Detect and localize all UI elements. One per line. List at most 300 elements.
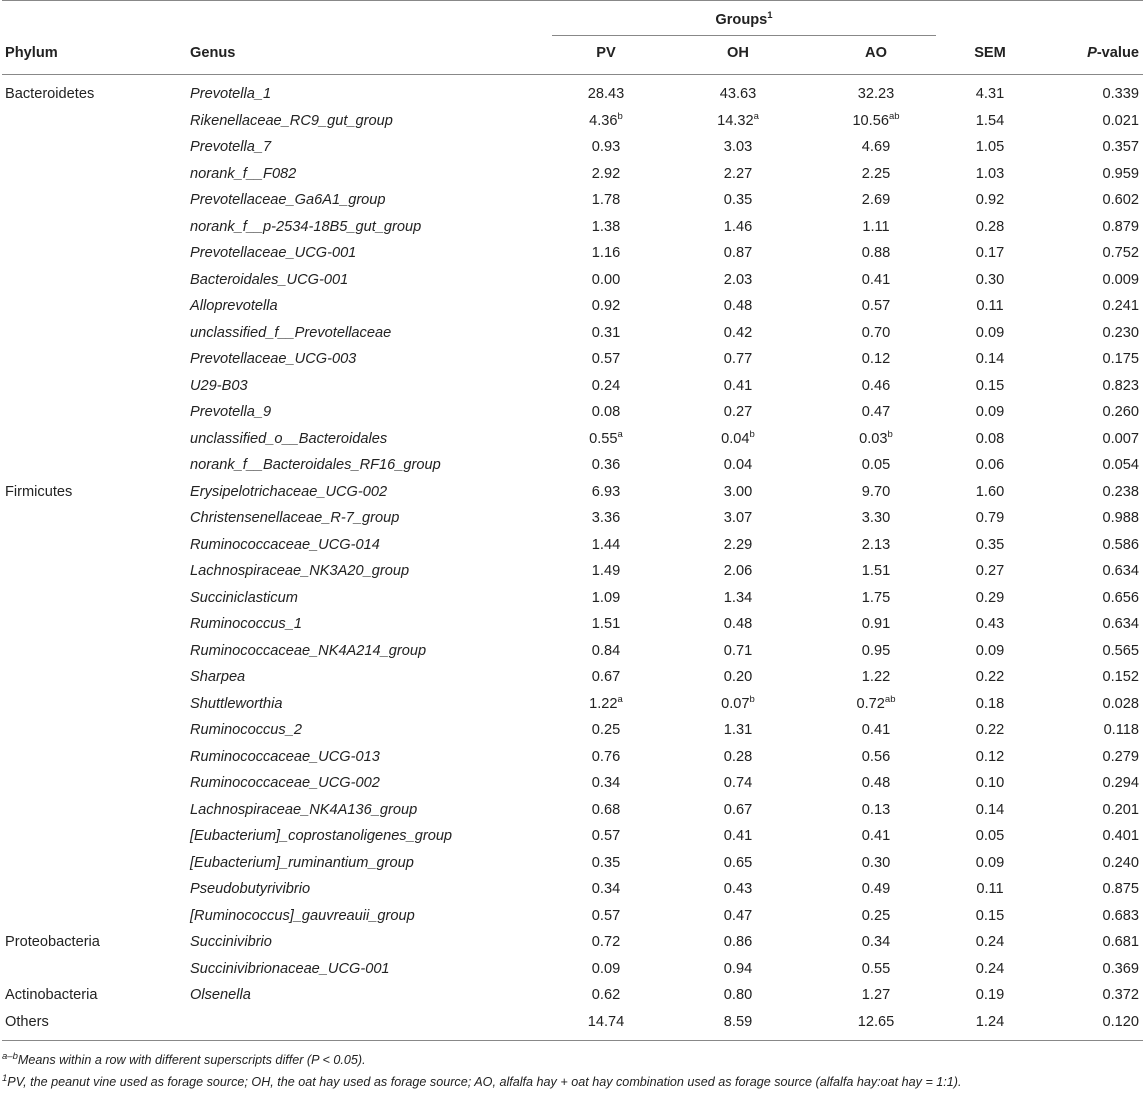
sem-cell: 0.43 (975, 616, 1005, 632)
p-value-cell: 0.054 (1102, 457, 1139, 473)
pv-cell: 4.36$^b$ (589, 110, 623, 129)
sem-cell: 0.27 (975, 563, 1005, 579)
table-row (2, 638, 1143, 665)
phylum-cell (2, 585, 190, 612)
genus-cell: [Ruminococcus]_gauvreauii_group (190, 907, 415, 924)
sem-cell: 0.15 (975, 377, 1005, 394)
ao-cell: 12.65 (816, 1009, 936, 1041)
genus-cell: Prevotellaceae_UCG-003 (190, 351, 357, 367)
table-row (2, 876, 1143, 903)
pv-cell: 0.57 (591, 907, 621, 924)
genus-cell: Ruminococcaceae_UCG-002 (190, 775, 380, 791)
p-value-cell: 0.201 (1102, 801, 1139, 818)
phylum-cell (2, 903, 190, 930)
table-row (2, 770, 1143, 797)
sem-cell: 0.22 (975, 722, 1005, 738)
table-body (2, 75, 1143, 1041)
sem-cell: 1.05 (975, 139, 1005, 155)
genus-cell: Lachnospiraceae_NK4A136_group (190, 801, 418, 818)
sem-cell: 0.30 (975, 271, 1005, 288)
p-value-cell: 0.007 (1102, 430, 1139, 447)
p-value-cell: 0.634 (1102, 563, 1139, 579)
genus-cell: norank_f__F082 (190, 165, 297, 182)
sem-cell: 0.09 (975, 642, 1005, 659)
genus-cell: norank_f__Bacteroidales_RF16_group (190, 457, 441, 473)
genus-cell: Succinivibrionaceae_UCG-001 (190, 960, 390, 977)
phylum-cell (2, 214, 190, 241)
sem-cell: 0.24 (975, 960, 1005, 977)
ao-cell: 0.13 (861, 801, 891, 818)
table-row (2, 187, 1143, 214)
pv-cell: 6.93 (591, 483, 621, 500)
sem-cell: 0.17 (975, 245, 1005, 261)
sem-cell: 0.11 (976, 298, 1004, 314)
phylum-cell (2, 187, 190, 214)
sem-cell: 0.28 (975, 218, 1005, 235)
ao-cell: 0.56 (861, 748, 891, 765)
oh-cell: 1.31 (723, 722, 753, 738)
genus-cell: Succiniclasticum (190, 589, 298, 606)
table-row (2, 850, 1143, 877)
sem-cell: 0.09 (975, 324, 1005, 341)
oh-cell: 0.65 (723, 854, 753, 871)
pv-cell: 0.35 (591, 854, 621, 871)
sem-cell: 0.09 (975, 854, 1005, 871)
ao-cell: 0.49 (861, 881, 891, 897)
p-value-header: P-value (1044, 36, 1143, 75)
ao-cell: 0.47 (861, 404, 891, 420)
genus-cell: Ruminococcaceae_UCG-013 (190, 748, 380, 765)
oh-cell: 0.74 (723, 775, 753, 791)
phylum-cell (2, 293, 190, 320)
sem-cell: 0.11 (976, 881, 1004, 897)
oh-cell: 2.29 (723, 536, 753, 553)
sem-cell: 0.09 (975, 404, 1005, 420)
phylum-cell (2, 426, 190, 453)
groups-header: Groups$^1$ (552, 1, 936, 36)
table-row (2, 267, 1143, 294)
ao-cell: 0.55 (861, 960, 891, 977)
sem-cell: 0.18 (975, 695, 1005, 712)
genus-cell: Shuttleworthia (190, 695, 283, 712)
sem-cell: 0.24 (975, 934, 1005, 950)
pv-cell: 2.92 (591, 165, 621, 182)
pv-cell: 0.34 (591, 775, 621, 791)
oh-cell: 0.67 (723, 801, 753, 818)
oh-cell: 3.00 (723, 483, 753, 500)
table-row (2, 929, 1143, 956)
genus-cell: Ruminococcus_1 (190, 616, 302, 632)
ao-cell: 2.13 (861, 536, 891, 553)
ao-cell: 0.25 (861, 907, 891, 924)
footnote-groups: $^1$PV, the peanut vine used as forage source; OH, the oat hay used as forage source; AO, alfalfa hay + oat hay combination used as forage source (alfalfa hay:oat hay = 1:1). (2, 1072, 962, 1089)
oh-cell: 43.63 (719, 86, 757, 102)
p-value-cell: 0.238 (1102, 483, 1139, 500)
ao-header: AO (816, 36, 936, 75)
sem-cell: 0.92 (975, 192, 1005, 208)
ao-cell: 9.70 (861, 483, 891, 500)
table-row (2, 161, 1143, 188)
sem-cell: 0.15 (975, 907, 1005, 924)
phylum-cell (2, 876, 190, 903)
pv-cell: 0.00 (591, 271, 621, 288)
pv-cell: 0.08 (591, 404, 621, 420)
table-row (2, 452, 1143, 479)
sem-cell: 4.31 (975, 86, 1005, 102)
sem-cell: 0.14 (975, 351, 1005, 367)
oh-cell: 0.43 (723, 881, 753, 897)
phylum-cell (2, 240, 190, 267)
table-row (2, 320, 1143, 347)
table-row (2, 134, 1143, 161)
sem-cell: 1.60 (975, 483, 1005, 500)
genus-cell: Succinivibrio (190, 934, 272, 950)
table-row (2, 479, 1143, 506)
footnote-significance: $^{a-b}$Means within a row with different superscripts differ (P < 0.05). (2, 1050, 366, 1067)
genus-cell: unclassified_f__Prevotellaceae (190, 324, 392, 341)
p-value-cell: 0.586 (1102, 536, 1139, 553)
sem-cell: 0.19 (975, 987, 1005, 1003)
sem-cell: 0.12 (975, 748, 1005, 765)
pv-cell: 0.57 (591, 351, 621, 367)
phylum-cell (2, 399, 190, 426)
phylum-cell (2, 823, 190, 850)
table-row (2, 75, 1143, 108)
p-value-cell: 0.339 (1102, 86, 1139, 102)
p-value-cell: 0.683 (1102, 907, 1139, 924)
p-value-cell: 0.634 (1102, 616, 1139, 632)
phylum-cell (2, 320, 190, 347)
table-row (2, 691, 1143, 718)
genus-cell: Ruminococcaceae_NK4A214_group (190, 642, 427, 659)
ao-cell: 1.75 (861, 589, 891, 606)
genus-cell: Ruminococcaceae_UCG-014 (190, 536, 380, 553)
ao-cell: 0.95 (861, 642, 891, 659)
genus-cell: Alloprevotella (190, 298, 278, 314)
p-value-cell: 0.602 (1102, 192, 1139, 208)
pv-cell: 1.49 (591, 563, 621, 579)
oh-cell: 0.28 (723, 748, 753, 765)
phylum-cell (2, 108, 190, 135)
p-value-cell: 0.241 (1102, 298, 1139, 314)
oh-cell: 8.59 (660, 1009, 816, 1041)
p-value-cell: 0.260 (1102, 404, 1139, 420)
table-row (2, 744, 1143, 771)
p-value-cell: 0.823 (1102, 377, 1139, 394)
phylum-cell (2, 532, 190, 559)
genus-cell: norank_f__p-2534-18B5_gut_group (190, 218, 422, 235)
pv-cell: 1.51 (591, 616, 621, 632)
oh-cell: 0.27 (723, 404, 753, 420)
oh-cell: 3.07 (723, 510, 753, 526)
table-row (2, 532, 1143, 559)
pv-cell: 0.67 (591, 669, 621, 685)
genus-header: Genus (190, 36, 552, 75)
ao-cell: 0.30 (861, 854, 891, 871)
pv-cell: 1.22$^a$ (589, 693, 623, 712)
genus-cell: Prevotellaceae_Ga6A1_group (190, 192, 386, 208)
genus-cell: Christensenellaceae_R-7_group (190, 510, 400, 526)
sem-cell: 1.24 (936, 1009, 1044, 1041)
ao-cell: 32.23 (857, 86, 895, 102)
table-row (2, 346, 1143, 373)
pv-cell: 1.44 (591, 536, 621, 553)
p-value-cell: 0.021 (1102, 112, 1139, 129)
table-row (2, 373, 1143, 400)
genus-cell (190, 1009, 552, 1041)
pv-cell: 0.84 (591, 642, 621, 659)
oh-cell: 0.48 (723, 616, 753, 632)
ao-cell: 10.56$^{ab}$ (852, 110, 900, 129)
sem-cell: 0.35 (975, 536, 1005, 553)
ao-cell: 3.30 (861, 510, 891, 526)
table-row (2, 558, 1143, 585)
ao-cell: 0.34 (861, 934, 891, 950)
pv-cell: 0.25 (591, 722, 621, 738)
phylum-cell (2, 346, 190, 373)
pv-cell: 0.24 (591, 377, 621, 394)
pv-cell: 0.09 (591, 960, 621, 977)
genus-cell: unclassified_o__Bacteroidales (190, 430, 388, 447)
sem-cell: 1.03 (975, 165, 1005, 182)
ao-cell: 0.05 (861, 457, 891, 473)
ao-cell: 0.91 (861, 616, 891, 632)
ao-cell: 1.11 (862, 218, 890, 235)
ao-cell: 0.70 (861, 324, 891, 341)
phylum-cell (2, 691, 190, 718)
oh-cell: 0.86 (723, 934, 753, 950)
ao-cell: 1.22 (861, 669, 891, 685)
ao-cell: 2.69 (861, 192, 891, 208)
genus-cell: [Eubacterium]_ruminantium_group (190, 854, 414, 871)
oh-cell: 0.41 (723, 828, 753, 844)
oh-cell: 0.35 (723, 192, 753, 208)
table-row (2, 611, 1143, 638)
table-header (2, 1, 1143, 75)
phylum-cell (2, 850, 190, 877)
phylum-cell (2, 373, 190, 400)
genus-cell: Olsenella (190, 987, 251, 1003)
table-row (2, 903, 1143, 930)
phylum-cell: Others (2, 1009, 190, 1041)
phylum-cell (2, 267, 190, 294)
table-row (2, 982, 1143, 1009)
p-value-cell: 0.240 (1102, 854, 1139, 871)
sem-cell: 0.14 (975, 801, 1005, 818)
genus-cell: [Eubacterium]_coprostanoligenes_group (190, 828, 453, 844)
p-value-cell: 0.279 (1102, 748, 1139, 765)
ao-cell: 1.27 (861, 987, 891, 1003)
phylum-cell (2, 717, 190, 744)
p-value-cell: 0.294 (1102, 775, 1139, 791)
p-value-cell: 0.357 (1102, 139, 1139, 155)
genus-cell: Prevotella_7 (190, 139, 272, 155)
phylum-cell: Proteobacteria (5, 934, 100, 950)
pv-cell: 3.36 (591, 510, 621, 526)
oh-cell: 1.46 (723, 218, 753, 235)
sem-cell: 1.54 (975, 112, 1005, 129)
pv-cell: 14.74 (552, 1009, 660, 1041)
genus-cell: Sharpea (190, 669, 246, 685)
phylum-cell (2, 161, 190, 188)
oh-cell: 0.04 (723, 457, 753, 473)
pv-cell: 1.38 (591, 218, 621, 235)
p-value-cell: 0.401 (1102, 828, 1139, 844)
p-value-cell: 0.565 (1102, 642, 1139, 659)
oh-header: OH (660, 36, 816, 75)
p-value-cell: 0.230 (1102, 324, 1139, 341)
oh-cell: 3.03 (723, 139, 753, 155)
oh-cell: 0.07$^b$ (721, 693, 755, 712)
abundance-table (2, 1, 1143, 1041)
ao-cell: 0.88 (861, 245, 891, 261)
p-value-cell: 0.875 (1102, 881, 1139, 897)
p-value-cell: 0.369 (1102, 960, 1139, 977)
genus-cell: Lachnospiraceae_NK3A20_group (190, 563, 410, 579)
oh-cell: 0.71 (723, 642, 753, 659)
ao-cell: 0.41 (861, 722, 891, 738)
table-row (2, 717, 1143, 744)
ao-cell: 0.57 (861, 298, 891, 314)
phylum-cell: Bacteroidetes (5, 86, 95, 102)
oh-cell: 14.32$^a$ (717, 110, 759, 129)
phylum-cell (2, 558, 190, 585)
phylum-cell (2, 134, 190, 161)
table-row (2, 240, 1143, 267)
pv-cell: 1.78 (591, 192, 621, 208)
sem-cell: 0.06 (975, 457, 1005, 473)
ao-cell: 1.51 (861, 563, 891, 579)
p-value-cell: 0.372 (1102, 987, 1139, 1003)
pv-cell: 0.72 (591, 934, 621, 950)
oh-cell: 0.94 (723, 960, 753, 977)
pv-cell: 0.31 (591, 324, 621, 341)
p-value-cell: 0.009 (1102, 271, 1139, 288)
table-row (2, 956, 1143, 983)
table-row (2, 426, 1143, 453)
phylum-cell (2, 956, 190, 983)
table-row (2, 214, 1143, 241)
phylum-cell (2, 611, 190, 638)
pv-cell: 0.34 (591, 881, 621, 897)
table-row (2, 797, 1143, 824)
ao-cell: 0.46 (861, 377, 891, 394)
oh-cell: 0.20 (723, 669, 753, 685)
genus-cell: U29-B03 (190, 377, 248, 394)
p-value-cell: 0.175 (1102, 351, 1139, 367)
pv-cell: 0.93 (591, 139, 621, 155)
oh-cell: 0.87 (723, 245, 753, 261)
p-value-cell: 0.152 (1102, 669, 1139, 685)
phylum-cell: Actinobacteria (5, 987, 98, 1003)
p-value-cell: 0.120 (1044, 1009, 1143, 1041)
p-value-cell: 0.959 (1102, 165, 1139, 182)
oh-cell: 0.48 (723, 298, 753, 314)
ao-cell: 0.41 (861, 271, 891, 288)
ao-cell: 0.41 (861, 828, 891, 844)
oh-cell: 2.03 (723, 271, 753, 288)
pv-header: PV (552, 36, 660, 75)
sem-cell: 0.10 (975, 775, 1005, 791)
genus-cell: Pseudobutyrivibrio (190, 881, 311, 897)
genus-cell: Erysipelotrichaceae_UCG-002 (190, 483, 388, 500)
oh-cell: 0.47 (723, 907, 753, 924)
genus-cell: Rikenellaceae_RC9_gut_group (190, 112, 393, 129)
p-value-cell: 0.752 (1102, 245, 1139, 261)
ao-cell: 0.12 (861, 351, 891, 367)
oh-cell: 0.42 (723, 324, 753, 341)
genus-cell: Prevotellaceae_UCG-001 (190, 245, 357, 261)
phylum-cell (2, 452, 190, 479)
oh-cell: 0.41 (723, 377, 753, 394)
table-row (2, 399, 1143, 426)
phylum-cell (2, 638, 190, 665)
table-row (2, 823, 1143, 850)
p-value-cell: 0.028 (1102, 695, 1139, 712)
pv-cell: 0.57 (591, 828, 621, 844)
p-value-cell: 0.656 (1102, 589, 1139, 606)
phylum-cell (2, 797, 190, 824)
phylum-cell (2, 664, 190, 691)
ao-cell: 0.72$^{ab}$ (856, 693, 896, 712)
oh-cell: 0.04$^b$ (721, 428, 755, 447)
ao-cell: 0.03$^b$ (859, 428, 893, 447)
genus-cell: Prevotella_1 (190, 86, 272, 102)
table-row (2, 585, 1143, 612)
table-row (2, 664, 1143, 691)
pv-cell: 1.16 (591, 245, 621, 261)
p-value-cell: 0.681 (1102, 934, 1139, 950)
p-value-cell: 0.988 (1102, 510, 1139, 526)
pv-cell: 0.92 (591, 298, 621, 314)
genus-cell: Prevotella_9 (190, 404, 272, 420)
phylum-cell (2, 744, 190, 771)
p-value-cell: 0.879 (1102, 218, 1139, 235)
pv-cell: 0.62 (591, 987, 621, 1003)
oh-cell: 1.34 (723, 589, 753, 606)
phylum-cell (2, 505, 190, 532)
oh-cell: 0.77 (723, 351, 753, 367)
table-row (2, 293, 1143, 320)
p-value-cell: 0.118 (1103, 722, 1139, 738)
sem-cell: 0.79 (975, 510, 1005, 526)
sem-cell: 0.22 (975, 669, 1005, 685)
ao-cell: 4.69 (861, 139, 891, 155)
phylum-header: Phylum (2, 36, 190, 75)
phylum-cell: Firmicutes (5, 483, 73, 500)
genus-cell: Bacteroidales_UCG-001 (190, 271, 349, 288)
table-row (2, 1009, 1143, 1041)
pv-cell: 0.68 (591, 801, 621, 818)
oh-cell: 2.06 (723, 563, 753, 579)
oh-cell: 2.27 (723, 165, 753, 182)
pv-cell: 28.43 (587, 86, 625, 102)
ao-cell: 0.48 (861, 775, 891, 791)
pv-cell: 0.55$^a$ (589, 428, 623, 447)
pv-cell: 1.09 (591, 589, 621, 606)
phylum-cell (2, 770, 190, 797)
table-row (2, 505, 1143, 532)
ao-cell: 2.25 (861, 165, 891, 182)
table-row (2, 108, 1143, 135)
sem-cell: 0.29 (975, 589, 1005, 606)
oh-cell: 0.80 (723, 987, 753, 1003)
sem-header: SEM (936, 36, 1044, 75)
genus-cell: Ruminococcus_2 (190, 722, 302, 738)
sem-cell: 0.08 (975, 430, 1005, 447)
sem-cell: 0.05 (975, 828, 1005, 844)
pv-cell: 0.76 (591, 748, 621, 765)
